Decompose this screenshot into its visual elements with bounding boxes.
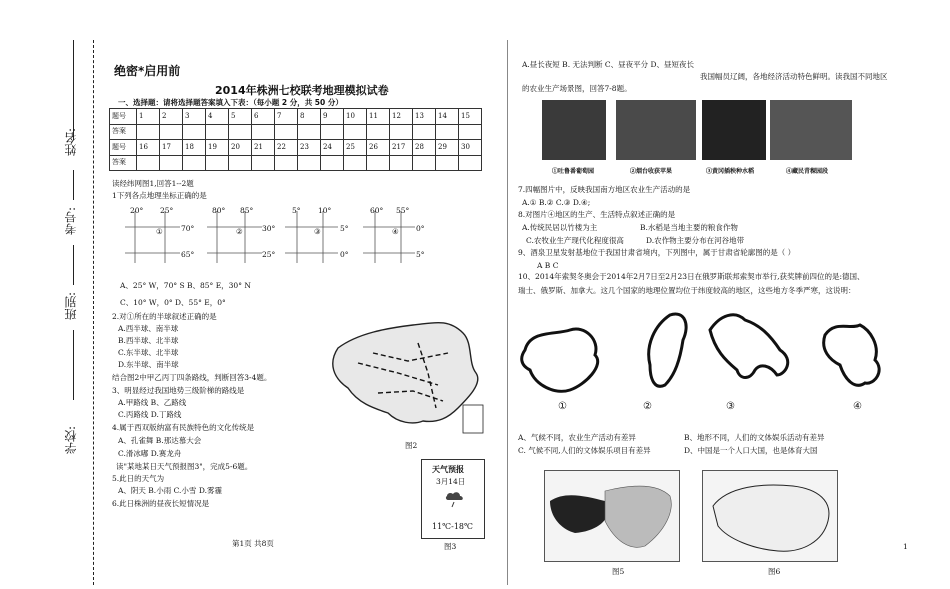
q8-option-c: C.农牧业生产现代化程度很高 <box>526 236 624 245</box>
answer-cell[interactable] <box>298 124 321 140</box>
shape-label-4: ④ <box>853 401 862 412</box>
q8-option-b: B.水稻是当地主要的粮食作物 <box>640 223 738 232</box>
question-number-cell: 9 <box>321 109 344 125</box>
answer-cell[interactable] <box>436 155 459 171</box>
table-header-cell: 题号 <box>110 140 137 156</box>
question-number-cell: 11 <box>367 109 390 125</box>
binding-dashed-line <box>93 40 94 585</box>
grid4-lat1: 0° <box>416 224 425 233</box>
answer-cell[interactable] <box>321 155 344 171</box>
question-number-cell: 5 <box>229 109 252 125</box>
question-number-cell: 26 <box>367 140 390 156</box>
q2-option-d: D.东半球、南半球 <box>118 360 179 369</box>
photo-caption-2: ②烟台收获苹果 <box>630 168 673 175</box>
number-underline <box>73 170 74 200</box>
q8-option-a: A.传统民居以竹楼为主 <box>522 223 598 232</box>
question-10-line2: 瑞士、俄罗斯、加拿大。这几个国家的地理位置均位于纬度较高的地区，这些地方冬季严寒，这说明： <box>518 286 856 295</box>
question-number-cell: 3 <box>183 109 206 125</box>
question-2: 2.对①所在的半球叙述正确的是 <box>112 312 217 321</box>
photo-rice-planting <box>702 100 766 160</box>
grid-3 <box>285 211 338 263</box>
grid3-lon1: 5° <box>292 206 301 215</box>
answer-cell[interactable] <box>344 155 367 171</box>
intro-q7-8-line2: 的农业生产场景图，回答7-8题。 <box>522 84 632 93</box>
q4-options-cd: C.滑冰嘟 D.赛龙舟 <box>118 449 182 458</box>
answer-cell[interactable] <box>275 155 298 171</box>
question-number-cell: 21 <box>252 140 275 156</box>
q8-option-d: D.农作物主要分布在河谷地带 <box>646 236 745 245</box>
question-number-cell: 16 <box>137 140 160 156</box>
answer-cell[interactable] <box>252 124 275 140</box>
grid2-lat2: 25° <box>262 250 276 259</box>
grid-4 <box>363 211 415 263</box>
map-figure-6 <box>702 470 838 562</box>
question-number-cell: 29 <box>436 140 459 156</box>
photo-apple-harvest <box>616 100 696 160</box>
fig3-caption: 图3 <box>444 542 457 551</box>
province-outlines <box>515 305 895 405</box>
grid4-point: ④ <box>392 227 399 236</box>
question-number-cell: 217 <box>390 140 413 156</box>
question-number-cell: 28 <box>413 140 436 156</box>
question-5: 5.此日的天气为 <box>112 474 165 483</box>
q4-options-ab: A、孔雀舞 B.那达慕大会 <box>118 436 202 445</box>
q1-options-ab: A、25° W，70° S B、85° E，30° N <box>120 281 251 290</box>
answer-cell[interactable] <box>183 124 206 140</box>
answer-cell[interactable] <box>367 124 390 140</box>
q2-option-c: C.东半球、北半球 <box>118 348 179 357</box>
grid-1 <box>125 211 180 263</box>
map-figure-5 <box>544 470 680 562</box>
china-route-map <box>318 313 490 443</box>
name-label: 姓名: <box>64 128 78 157</box>
weather-temperature: 11℃-18℃ <box>432 522 473 531</box>
shape-label-3: ③ <box>726 401 735 412</box>
grid4-lon1: 60° <box>370 206 384 215</box>
q2-option-a: A.西半球、南半球 <box>118 324 179 333</box>
table-header-cell: 答案 <box>110 155 137 171</box>
answer-cell[interactable] <box>137 124 160 140</box>
answer-cell[interactable] <box>252 155 275 171</box>
q10-option-b: B、地形不同，人们的文体娱乐活动有差异 <box>684 433 825 442</box>
shape-label-2: ② <box>643 401 652 412</box>
question-number-cell: 20 <box>229 140 252 156</box>
page-divider <box>507 40 508 585</box>
table-header-cell: 题号 <box>110 109 137 125</box>
weather-forecast-card <box>421 459 485 539</box>
photo-caption-3: ③黄冈插秧种水稻 <box>706 168 755 175</box>
question-number-cell: 14 <box>436 109 459 125</box>
question-7: 7.四幅图片中，反映我国南方地区农业生产活动的是 <box>518 185 691 194</box>
answer-cell[interactable] <box>160 155 183 171</box>
fig6-caption: 图6 <box>768 567 781 576</box>
grid4-lon2: 55° <box>396 206 410 215</box>
right-page-footer: 1 <box>903 542 908 551</box>
answer-cell[interactable] <box>160 124 183 140</box>
question-10-line1: 10、2014年索契冬奥会于2014年2月7日至2月23日在俄罗斯联邦索契市举行,获奖牌前四位的是:德国、 <box>518 272 865 281</box>
intro-q3-4: 结合图2中甲乙丙丁四条路线，判断回答3-4题。 <box>112 373 272 382</box>
answer-cell[interactable] <box>137 155 160 171</box>
left-page-footer: 第1页 共8页 <box>232 539 274 548</box>
table-row <box>110 124 482 140</box>
intro-q5-6: 读"某地某日天气预报图3"，完成5-6题。 <box>116 462 253 471</box>
grid1-lat2: 65° <box>181 250 195 259</box>
question-1: 1下列各点地理坐标正确的是 <box>112 191 207 200</box>
answer-cell[interactable] <box>321 124 344 140</box>
number-label: 考号: <box>64 207 78 236</box>
exam-title: 2014年株洲七校联考地理模拟试卷 <box>215 84 389 97</box>
grid1-lon1: 20° <box>130 206 144 215</box>
table-row <box>110 155 482 171</box>
q10-option-c: C. 气候不同,人们的文体娱乐项目有差异 <box>518 446 651 455</box>
q10-option-a: A、气候不同，农业生产活动有差异 <box>518 433 636 442</box>
q7-options: A.① B.② C.③ D.④; <box>522 198 591 207</box>
question-number-cell: 15 <box>459 109 482 125</box>
answer-cell[interactable] <box>298 155 321 171</box>
q5-options: A、阴天 B.小雨 C.小雪 D.雾霾 <box>118 486 222 495</box>
q6-options: A.昼长夜短 B. 无法判断 C、昼夜平分 D、昼短夜长 <box>522 60 694 69</box>
grid2-lon2: 85° <box>240 206 254 215</box>
q10-option-d: D、中国是一个人口大国，也是体育大国 <box>684 446 818 455</box>
question-number-cell: 30 <box>459 140 482 156</box>
weather-date: 3月14日 <box>436 477 466 486</box>
school-underline <box>73 330 74 400</box>
grid3-lat1: 5° <box>340 224 349 233</box>
question-number-cell: 4 <box>206 109 229 125</box>
grid3-lon2: 10° <box>318 206 332 215</box>
grid3-lat2: 0° <box>340 250 349 259</box>
q3-options-ab: A.甲路线 B、乙路线 <box>118 398 187 407</box>
question-number-cell: 24 <box>321 140 344 156</box>
fig5-caption: 图5 <box>612 567 625 576</box>
question-number-cell: 8 <box>298 109 321 125</box>
q2-option-b: B.西半球、北半球 <box>118 336 179 345</box>
class-underline <box>73 245 74 285</box>
answer-cell[interactable] <box>229 155 252 171</box>
weather-title: 天气预报 <box>432 464 464 474</box>
grid3-point: ③ <box>314 227 321 236</box>
question-number-cell: 7 <box>275 109 298 125</box>
question-3: 3、明显经过我国地势三级阶梯的路线是 <box>112 386 245 395</box>
photo-vineyard <box>542 100 606 160</box>
answer-cell[interactable] <box>229 124 252 140</box>
question-number-cell: 23 <box>298 140 321 156</box>
grid2-lon1: 80° <box>212 206 226 215</box>
grid-2 <box>207 211 262 263</box>
answer-cell[interactable] <box>183 155 206 171</box>
name-underline <box>73 40 74 140</box>
question-number-cell: 10 <box>344 109 367 125</box>
question-number-cell: 1 <box>137 109 160 125</box>
photo-caption-4: ④藏民青稞园段 <box>786 168 829 175</box>
table-row <box>110 140 482 156</box>
grid1-lat1: 70° <box>181 224 195 233</box>
grid1-lon2: 25° <box>160 206 174 215</box>
answer-cell[interactable] <box>275 124 298 140</box>
photo-caption-1: ①吐鲁番葡萄园 <box>552 168 595 175</box>
grid1-point: ① <box>156 227 163 236</box>
answer-cell[interactable] <box>367 155 390 171</box>
photo-highland-barley <box>770 100 852 160</box>
answer-cell[interactable] <box>459 124 482 140</box>
answer-cell[interactable] <box>390 124 413 140</box>
question-number-cell: 25 <box>344 140 367 156</box>
intro-q7-8-line1: 我国幅员辽阔，各地经济活动特色鲜明。读我国不同地区 <box>700 72 888 81</box>
answer-cell[interactable] <box>390 155 413 171</box>
question-4: 4.属于西双版纳富有民族特色的文化传统是 <box>112 423 255 432</box>
answer-cell[interactable] <box>206 155 229 171</box>
section-heading: 一、选择题：请将选择题答案填入下表：（每小题 2 分，共 50 分） <box>118 98 343 107</box>
answer-table <box>109 108 482 171</box>
question-number-cell: 2 <box>160 109 183 125</box>
grid4-lat2: 5° <box>416 250 425 259</box>
q9-options: A B C <box>537 261 559 270</box>
class-label: 班别: <box>64 292 78 321</box>
answer-cell[interactable] <box>459 155 482 171</box>
table-row <box>110 109 482 125</box>
answer-cell[interactable] <box>344 124 367 140</box>
q1-options-cd: C、10° W，0° D、55° E，0° <box>120 298 226 307</box>
question-number-cell: 17 <box>160 140 183 156</box>
table-header-cell: 答案 <box>110 124 137 140</box>
grid2-lat1: 30° <box>262 224 276 233</box>
school-label: 学校: <box>64 426 78 455</box>
question-number-cell: 18 <box>183 140 206 156</box>
question-6: 6.此日株洲的昼夜长短情况是 <box>112 499 210 508</box>
question-number-cell: 22 <box>275 140 298 156</box>
confidential-mark: 绝密*启用前 <box>114 64 181 78</box>
cloud-rain-icon <box>444 490 466 510</box>
answer-cell[interactable] <box>413 124 436 140</box>
grid2-point: ② <box>236 227 243 236</box>
question-number-cell: 12 <box>390 109 413 125</box>
question-number-cell: 13 <box>413 109 436 125</box>
question-number-cell: 6 <box>252 109 275 125</box>
fig2-caption: 图2 <box>405 441 418 450</box>
question-8: 8.对图片④地区的生产、生活特点叙述正确的是 <box>518 210 676 219</box>
question-9: 9、酒泉卫星发射基地位于我国甘肃省境内，下列图中，属于甘肃省轮廓图的是（ ） <box>518 248 796 257</box>
answer-cell[interactable] <box>413 155 436 171</box>
intro-q1-2: 读经纬网图1,回答1--2题 <box>112 179 194 188</box>
answer-cell[interactable] <box>436 124 459 140</box>
shape-label-1: ① <box>558 401 567 412</box>
q3-options-cd: C.丙路线 D.丁路线 <box>118 410 182 419</box>
question-number-cell: 19 <box>206 140 229 156</box>
answer-cell[interactable] <box>206 124 229 140</box>
